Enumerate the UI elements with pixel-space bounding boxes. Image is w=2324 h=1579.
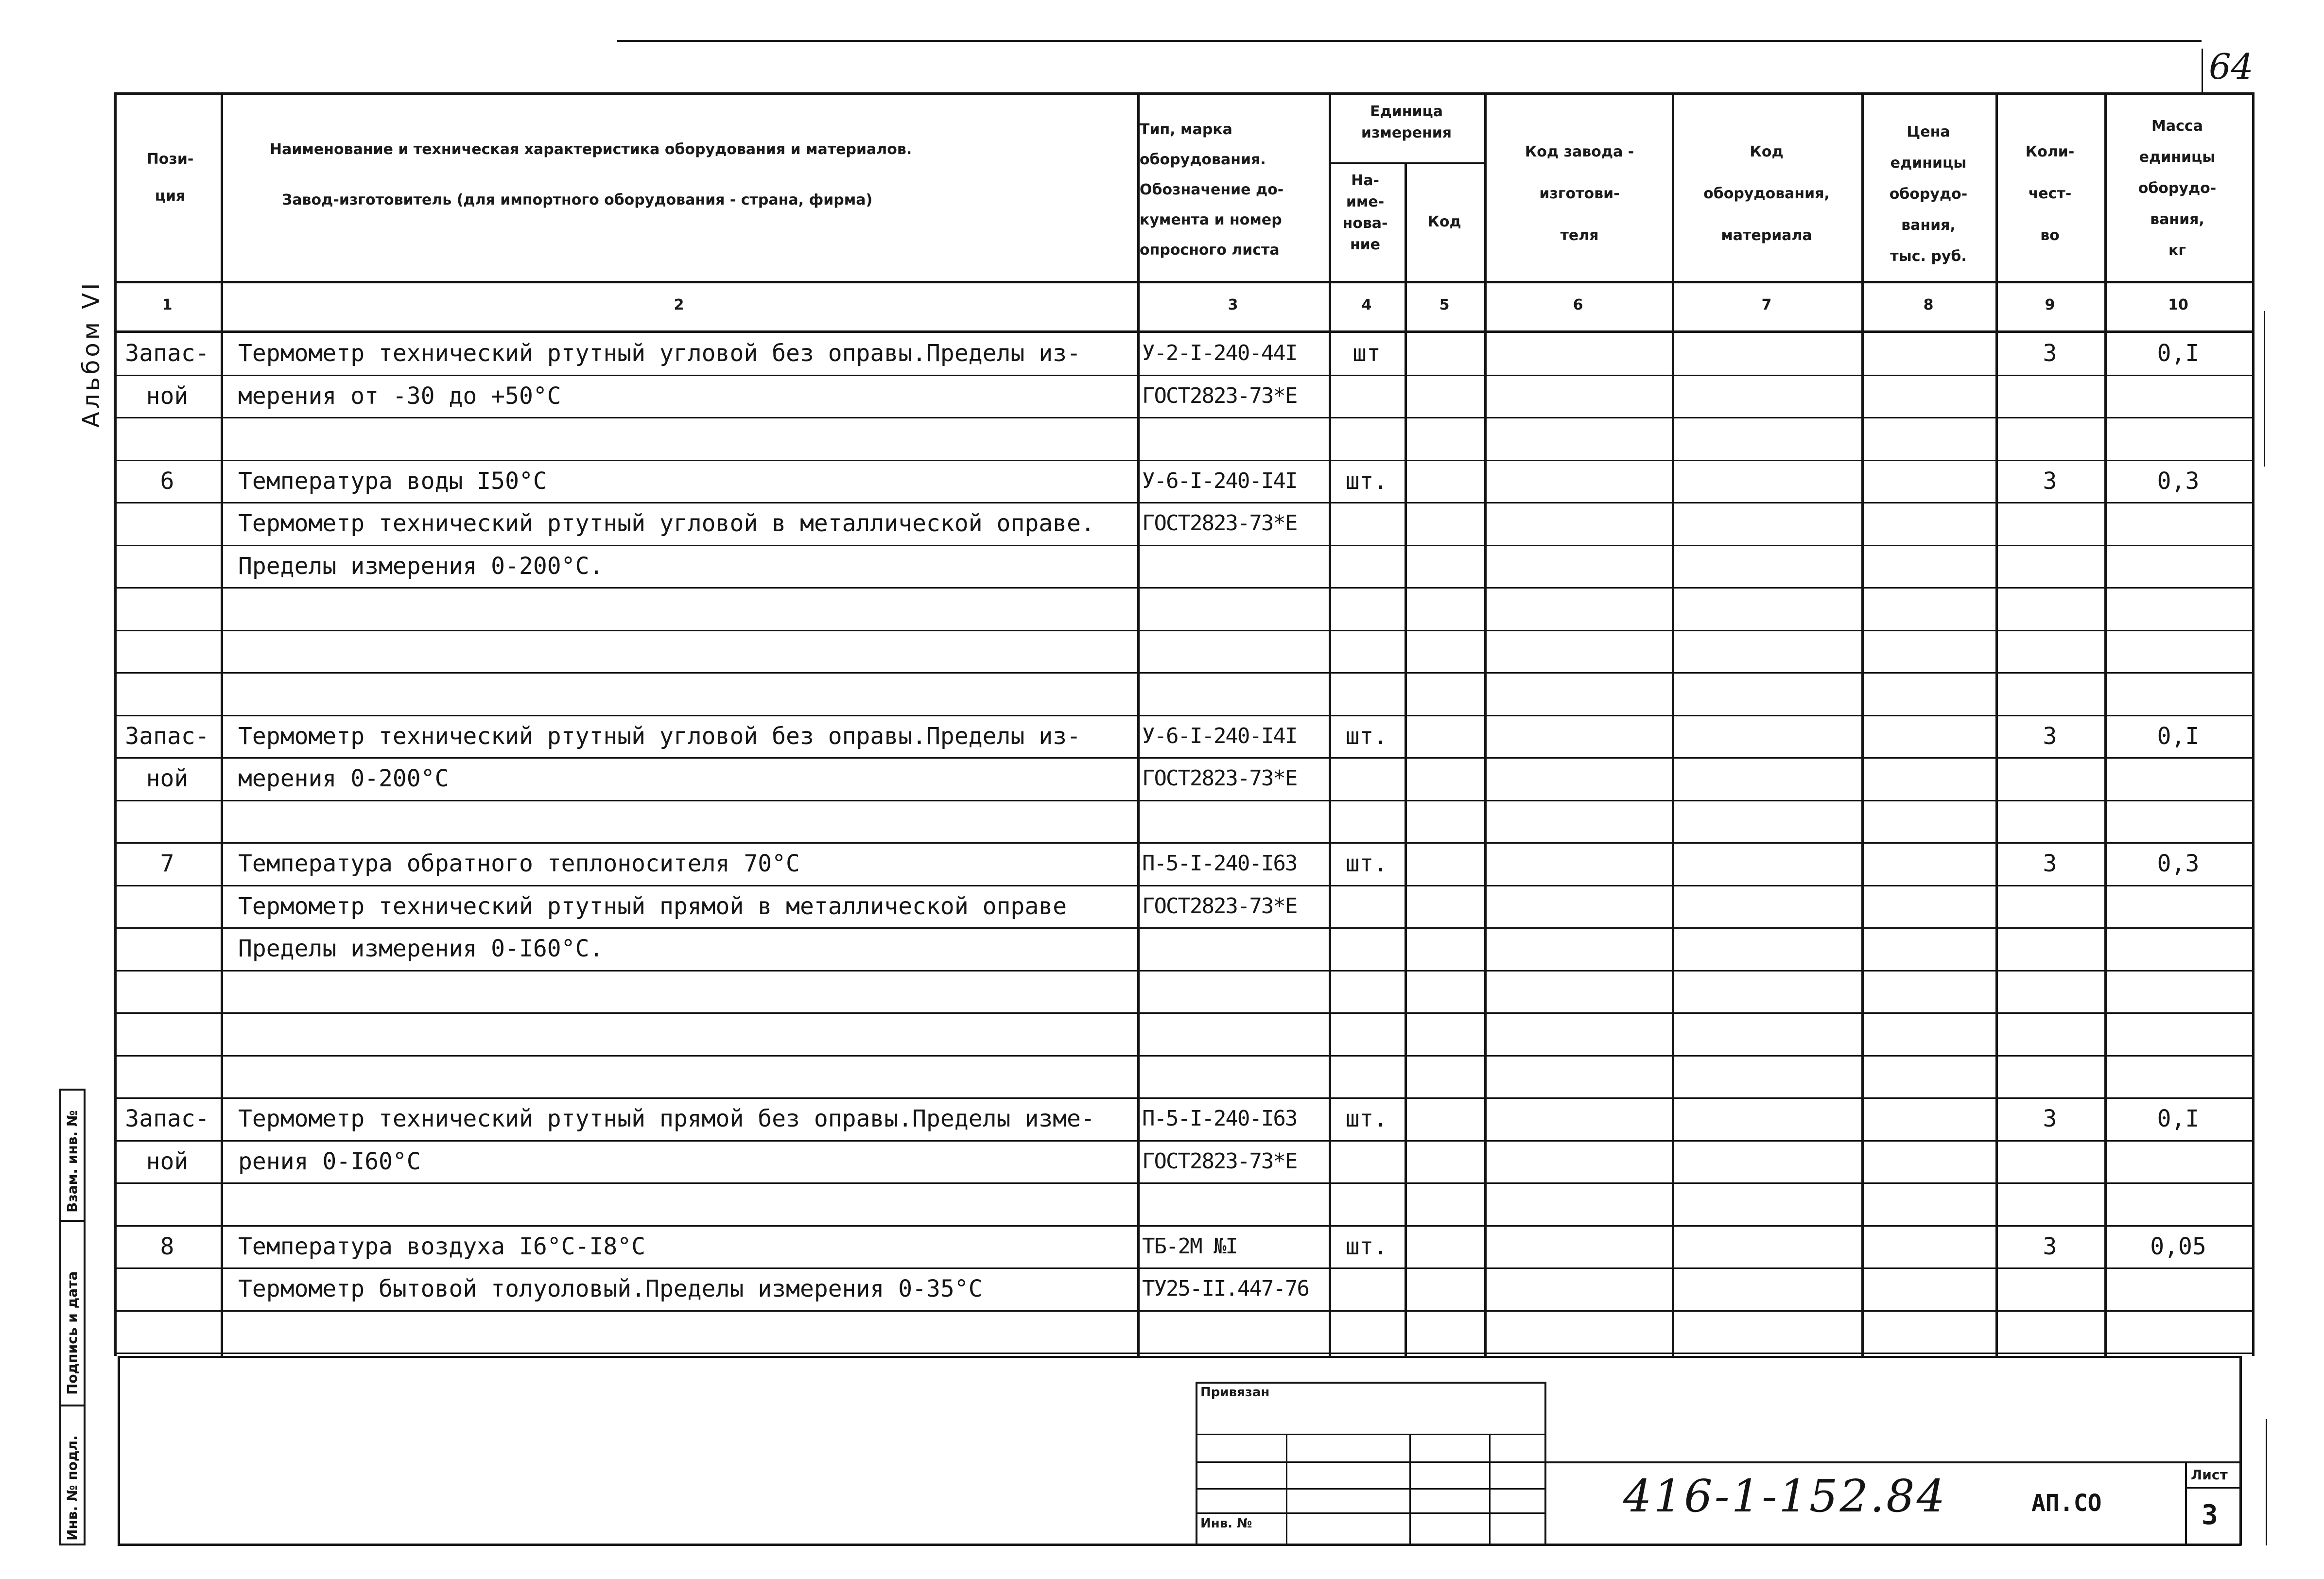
column-number: 4 (1361, 296, 1372, 313)
row-divider (114, 1182, 2252, 1184)
number-row-bottom-border (114, 330, 2252, 333)
row-divider (114, 757, 2252, 759)
name-cell: Термометр технический ртутный прямой без оправы.Пределы изме- (238, 1105, 1095, 1132)
row-divider (114, 715, 2252, 716)
sheet-box-left (2185, 1461, 2187, 1545)
name-cell: Температура воздуха I6°С-I8°С (238, 1233, 646, 1260)
mass-cell: 0,I (2157, 1105, 2200, 1132)
position-cell: Запас- (125, 723, 209, 750)
header-position: Пози- ция (146, 151, 194, 205)
row-divider (114, 1097, 2252, 1099)
mass-cell: 0,I (2157, 340, 2200, 367)
attached-col3 (1489, 1434, 1491, 1544)
stamp-mark: АП.СО (2031, 1490, 2102, 1517)
name-cell: Термометр технический ртутный прямой в металлической оправе (238, 893, 1067, 920)
row-divider (114, 1310, 2252, 1312)
stamp-right-line (2239, 1356, 2242, 1545)
type-cell: ГОСТ2823-73*Е (1142, 1149, 1297, 1174)
table-top-border (114, 92, 2252, 95)
column-divider (2252, 92, 2255, 1356)
side-stamp-sep2 (59, 1405, 86, 1406)
row-divider (114, 1267, 2252, 1269)
header-unit-code: Код (1427, 213, 1461, 230)
name-cell: Температура обратного теплоносителя 70°С (238, 850, 800, 877)
row-divider (114, 460, 2252, 461)
position-cell: 6 (160, 468, 174, 495)
sheet-number-top: 64 (2209, 46, 2254, 87)
column-number: 10 (2168, 296, 2188, 313)
position-cell: Запас- (125, 340, 209, 367)
stamp-sheet-value: 3 (2202, 1499, 2218, 1531)
stamp-top-line (118, 1356, 2241, 1358)
column-number: 2 (674, 296, 684, 313)
header-name-line1: Наименование и техническая характеристика оборудования и материалов. (270, 141, 912, 158)
position-cell: 7 (160, 850, 174, 877)
name-cell: Термометр технический ртутный угловой без оправы.Пределы из- (238, 340, 1081, 367)
stamp-attached-label: Привязан (1200, 1385, 1270, 1400)
row-divider (114, 1140, 2252, 1142)
album-label: Альбом VI (78, 280, 105, 428)
column-number: 3 (1228, 296, 1238, 313)
attached-row1 (1196, 1434, 1545, 1435)
header-plant-code: Код завода - изготови- теля (1525, 143, 1634, 244)
name-cell: Термометр технический ртутный угловой без оправы.Пределы из- (238, 723, 1081, 750)
stamp-left-line (118, 1356, 120, 1545)
top-rule (617, 40, 2202, 42)
row-divider (114, 970, 2252, 972)
attached-box-left (1196, 1382, 1197, 1544)
name-cell: Пределы измерения 0-I60°С. (238, 935, 604, 962)
quantity-cell: 3 (2043, 340, 2057, 367)
header-quantity: Коли- чест- во (2025, 143, 2075, 244)
row-divider (114, 587, 2252, 589)
position-cell: ной (146, 765, 189, 792)
column-number: 9 (2045, 296, 2055, 313)
column-divider (1672, 92, 1674, 1356)
row-divider (114, 417, 2252, 418)
row-divider (114, 800, 2252, 801)
header-mass: Масса единицы оборудо- вания, кг (2138, 118, 2217, 259)
row-divider (114, 1012, 2252, 1014)
side-stamp-bottom (59, 1544, 86, 1545)
row-divider (114, 1225, 2252, 1227)
mass-cell: 0,I (2157, 723, 2200, 750)
stamp-doc-code: 416-1-152.84 (1623, 1470, 1947, 1522)
unit-cell: шт. (1345, 1233, 1388, 1260)
unit-cell: шт. (1345, 723, 1388, 750)
stamp-bottom-line (118, 1544, 2241, 1546)
side-stamp-inv-repl: Взам. инв. № (64, 1110, 80, 1213)
type-cell: ГОСТ2823-73*Е (1142, 511, 1297, 536)
header-unit-group: Единица измерения (1361, 103, 1452, 141)
name-cell: Термометр технический ртутный угловой в металлической оправе. (238, 510, 1095, 537)
column-divider (1861, 92, 1864, 1356)
stamp-inv-label: Инв. № (1200, 1516, 1252, 1531)
attached-row4 (1196, 1512, 1545, 1514)
name-cell: Пределы измерения 0-200°С. (238, 553, 604, 580)
position-cell: ной (146, 382, 189, 410)
header-price: Цена единицы оборудо- вания, тыс. руб. (1889, 123, 1968, 265)
header-type: Тип, марка оборудования. Обозначение до- кумента и номер опросного листа (1140, 121, 1284, 259)
header-bottom-border (114, 281, 2252, 283)
row-divider (114, 672, 2252, 674)
column-number: 1 (162, 296, 173, 313)
row-divider (114, 375, 2252, 376)
mass-cell: 0,3 (2157, 468, 2200, 495)
row-divider (114, 1055, 2252, 1057)
attached-row3 (1196, 1488, 1545, 1490)
side-stamp-top (59, 1089, 86, 1091)
position-cell: ной (146, 1148, 189, 1175)
column-number: 6 (1573, 296, 1583, 313)
row-divider (114, 1353, 2252, 1354)
name-cell: рения 0-I60°С (238, 1148, 421, 1175)
type-cell: ГОСТ2823-73*Е (1142, 894, 1297, 919)
mass-cell: 0,05 (2150, 1233, 2206, 1260)
row-divider (114, 927, 2252, 929)
column-divider (1484, 92, 1487, 1356)
stamp-sheet-label: Лист (2191, 1467, 2228, 1483)
attached-box-top (1196, 1382, 1545, 1384)
sheet-box-mid (2185, 1487, 2241, 1489)
right-edge-mark-1 (2264, 311, 2265, 467)
side-stamp-left-border (59, 1089, 61, 1545)
position-cell: 8 (160, 1233, 174, 1260)
column-divider (221, 92, 223, 1356)
type-cell: У-6-I-240-I4I (1142, 468, 1297, 493)
row-divider (114, 545, 2252, 546)
type-cell: ГОСТ2823-73*Е (1142, 383, 1297, 408)
side-stamp-inv-orig: Инв. № подл. (64, 1435, 80, 1541)
attached-col2 (1409, 1434, 1411, 1544)
header-name-line2: Завод-изготовитель (для импортного оборудования - страна, фирма) (282, 191, 873, 208)
name-cell: Термометр бытовой толуоловый.Пределы измерения 0-35°С (238, 1275, 983, 1302)
type-cell: ТУ25-II.447-76 (1142, 1276, 1309, 1301)
quantity-cell: 3 (2043, 1105, 2057, 1132)
mass-cell: 0,3 (2157, 850, 2200, 877)
side-stamp-right-border (84, 1089, 86, 1545)
right-edge-mark-2 (2266, 1419, 2267, 1545)
type-cell: У-2-I-240-44I (1142, 341, 1297, 365)
attached-col1 (1286, 1434, 1287, 1544)
header-unit-name: На- име- нова- ние (1342, 172, 1388, 253)
row-divider (114, 630, 2252, 631)
header-equipment-code: Код оборудования, материала (1703, 143, 1830, 244)
unit-cell: шт. (1345, 468, 1388, 495)
stamp-code-top (1545, 1461, 2241, 1463)
quantity-cell: 3 (2043, 723, 2057, 750)
unit-cell: шт (1353, 340, 1381, 367)
sheet-number-divider (2202, 49, 2203, 93)
attached-row2 (1196, 1461, 1545, 1463)
type-cell: ТБ-2М №I (1142, 1234, 1237, 1259)
column-divider (1405, 162, 1407, 1356)
side-stamp-sep1 (59, 1220, 86, 1222)
column-number: 5 (1439, 296, 1450, 313)
position-cell: Запас- (125, 1105, 209, 1132)
quantity-cell: 3 (2043, 850, 2057, 877)
quantity-cell: 3 (2043, 468, 2057, 495)
type-cell: ГОСТ2823-73*Е (1142, 766, 1297, 791)
column-number: 7 (1761, 296, 1772, 313)
type-cell: П-5-I-240-I63 (1142, 851, 1297, 876)
type-cell: У-6-I-240-I4I (1142, 724, 1297, 748)
unit-cell: шт. (1345, 1105, 1388, 1132)
name-cell: Температура воды I50°С (238, 468, 547, 495)
type-cell: П-5-I-240-I63 (1142, 1106, 1297, 1131)
name-cell: мерения от -30 до +50°С (238, 382, 561, 410)
row-divider (114, 502, 2252, 503)
row-divider (114, 842, 2252, 844)
side-stamp-sign-date: Подпись и дата (64, 1271, 80, 1395)
row-divider (114, 885, 2252, 886)
name-cell: мерения 0-200°С (238, 765, 449, 792)
unit-cell: шт. (1345, 850, 1388, 877)
quantity-cell: 3 (2043, 1233, 2057, 1260)
column-number: 8 (1923, 296, 1934, 313)
